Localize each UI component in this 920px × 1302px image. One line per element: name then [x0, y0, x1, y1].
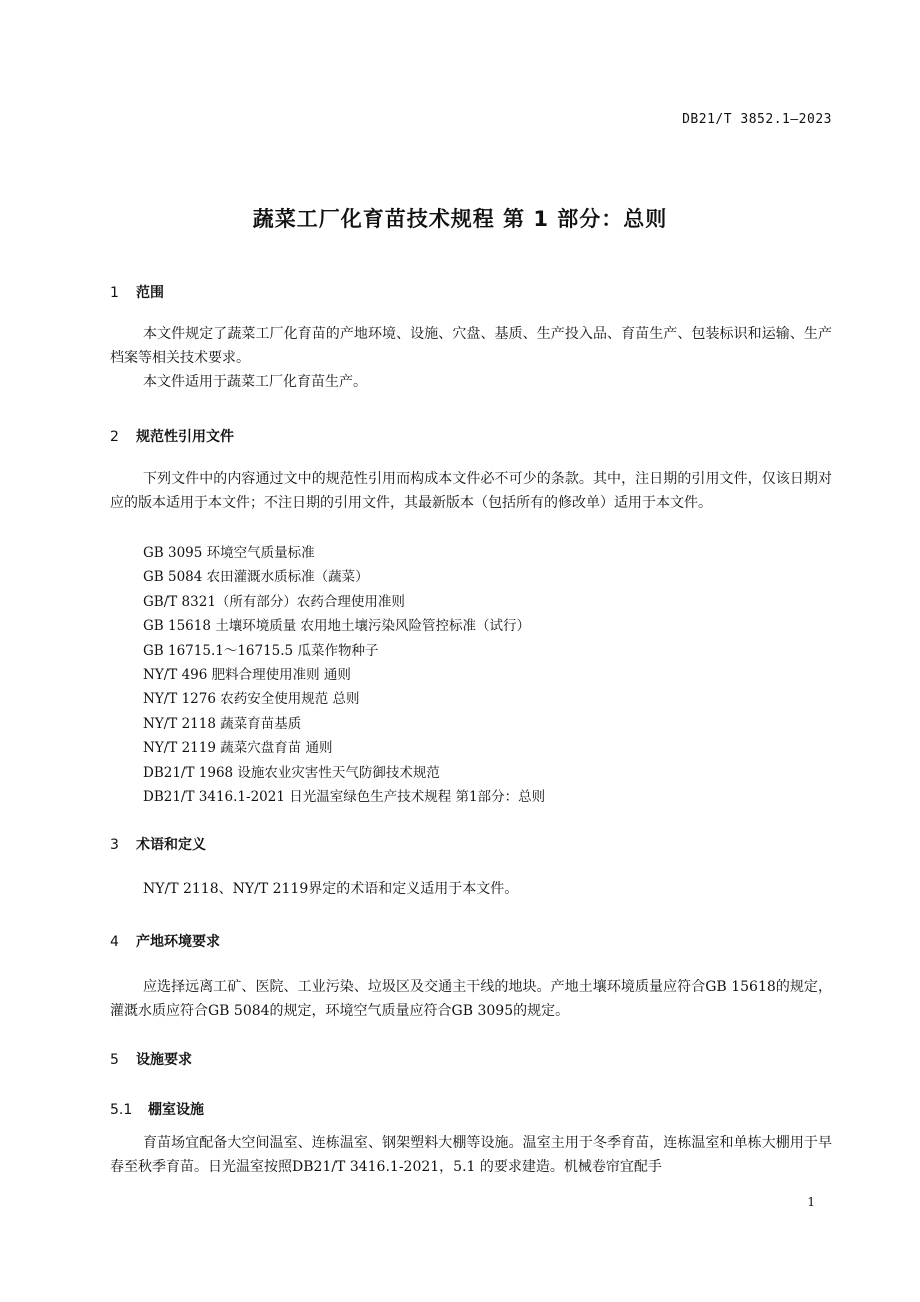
section-title: 设施要求: [136, 1052, 192, 1068]
reference-item: NY/T 1276 农药安全使用规范 总则: [143, 691, 360, 708]
section-number: 3: [110, 837, 119, 853]
subsection-5-1-body: [110, 1131, 832, 1179]
section-4-heading: [110, 931, 220, 951]
section-1-heading: [110, 282, 164, 302]
standard-code: DB21/T 3852.1—2023: [682, 112, 832, 127]
paragraph: 应选择远离工矿、医院、工业污染、垃圾区及交通主干线的地块。产地土壤环境质量应符合GB 15618的规定，灌溉水质应符合GB 5084的规定，环境空气质量应符合GB 3095的规定。: [110, 979, 832, 1019]
section-title: 产地环境要求: [136, 934, 220, 950]
subsection-number: 5.1: [110, 1102, 133, 1118]
section-3-body: [110, 877, 832, 901]
paragraph: NY/T 2118、NY/T 2119界定的术语和定义适用于本文件。: [143, 881, 519, 897]
reference-item: GB 3095 环境空气质量标准: [143, 545, 315, 561]
section-1-body: [110, 322, 832, 394]
section-2-heading: [110, 426, 234, 446]
page-number: 1: [807, 1195, 815, 1209]
reference-item: DB21/T 1968 设施农业灾害性天气防御技术规范: [143, 764, 440, 781]
section-title: 术语和定义: [136, 837, 206, 853]
reference-item: NY/T 2119 蔬菜穴盘育苗 通则: [143, 740, 333, 757]
reference-item: NY/T 496 肥料合理使用准则 通则: [143, 667, 351, 684]
reference-item: DB21/T 3416.1-2021 日光温室绿色生产技术规程 第1部分：总则: [143, 789, 546, 806]
section-5-heading: [110, 1049, 192, 1069]
section-title: 规范性引用文件: [136, 429, 234, 445]
paragraph: 育苗场宜配备大空间温室、连栋温室、钢架塑料大棚等设施。温室主用于冬季育苗，连栋温室和单栋大棚用于早春至秋季育苗。日光温室按照DB21/T 3416.1-2021，5.1 的要求建造。机械卷帘宜配手: [110, 1135, 832, 1175]
section-2-intro: [110, 467, 832, 515]
subsection-title: 棚室设施: [148, 1102, 204, 1118]
paragraph: 本文件适用于蔬菜工厂化育苗生产。: [143, 374, 367, 390]
document-title: 蔬菜工厂化育苗技术规程 第 1 部分：总则: [252, 207, 668, 231]
reference-list: [143, 541, 545, 809]
paragraph: 下列文件中的内容通过文中的规范性引用而构成本文件必不可少的条款。其中，注日期的引用文件，仅该日期对应的版本适用于本文件；不注日期的引用文件，其最新版本（包括所有的修改单）适用于本文件。: [110, 471, 832, 511]
section-4-body: [110, 975, 832, 1023]
section-number: 5: [110, 1052, 119, 1068]
section-number: 4: [110, 934, 119, 950]
reference-item: GB 16715.1～16715.5 瓜菜作物种子: [143, 642, 379, 659]
reference-item: NY/T 2118 蔬菜育苗基质: [143, 715, 302, 732]
paragraph: 本文件规定了蔬菜工厂化育苗的产地环境、设施、穴盘、基质、生产投入品、育苗生产、包装标识和运输、生产档案等相关技术要求。: [110, 326, 832, 366]
section-title: 范围: [136, 285, 164, 301]
reference-item: GB/T 8321（所有部分）农药合理使用准则: [143, 593, 405, 610]
reference-item: GB 15618 土壤环境质量 农用地土壤污染风险管控标准（试行）: [143, 618, 531, 635]
subsection-5-1-heading: [110, 1099, 204, 1119]
section-number: 2: [110, 429, 119, 445]
reference-item: GB 5084 农田灌溉水质标准（蔬菜）: [143, 569, 369, 586]
section-3-heading: [110, 834, 206, 854]
section-number: 1: [110, 285, 119, 301]
